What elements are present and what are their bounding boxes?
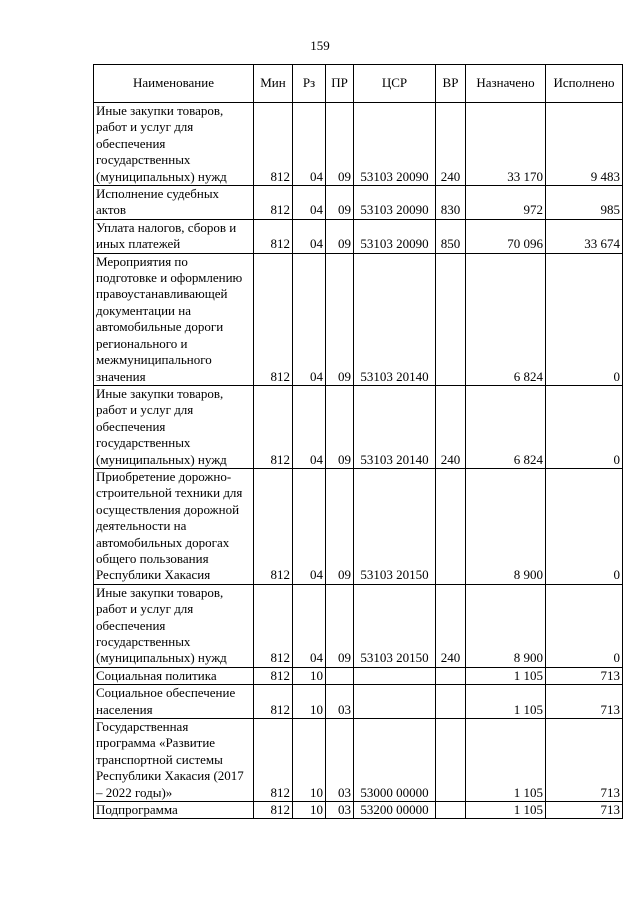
row-name: Уплата налогов, сборов и иных платежей (94, 219, 254, 253)
row-pr: 09 (326, 186, 354, 220)
row-name: Государственная программа «Развитие транспортной системы Республики Хакасия (2017 – 2022 годы)» (94, 719, 254, 802)
row-min: 812 (254, 685, 293, 719)
row-csr: 53103 20090 (354, 103, 436, 186)
row-name: Мероприятия по подготовке и оформлению правоустанавливающей документации на автомобильные дороги регионального и межмуниципального значения (94, 253, 254, 385)
row-csr: 53103 20140 (354, 253, 436, 385)
row-vr: 240 (436, 103, 466, 186)
row-min: 812 (254, 719, 293, 802)
row-executed: 33 674 (546, 219, 623, 253)
row-min: 812 (254, 667, 293, 684)
header-pr: ПР (326, 65, 354, 103)
row-csr: 53103 20140 (354, 385, 436, 468)
row-vr (436, 685, 466, 719)
row-name: Иные закупки товаров, работ и услуг для обеспечения государственных (муниципальных) нужд (94, 584, 254, 667)
budget-table (93, 64, 623, 819)
header-rz: Рз (293, 65, 326, 103)
row-rz: 10 (293, 802, 326, 819)
row-csr: 53103 20150 (354, 468, 436, 584)
row-pr: 09 (326, 584, 354, 667)
row-csr: 53200 00000 (354, 802, 436, 819)
row-name: Иные закупки товаров, работ и услуг для обеспечения государственных (муниципальных) нужд (94, 385, 254, 468)
row-executed: 713 (546, 685, 623, 719)
table-row (94, 186, 623, 220)
row-rz: 04 (293, 103, 326, 186)
row-assigned: 1 105 (466, 667, 546, 684)
row-rz: 10 (293, 719, 326, 802)
row-csr: 53103 20150 (354, 584, 436, 667)
row-assigned: 1 105 (466, 802, 546, 819)
row-rz: 04 (293, 219, 326, 253)
row-min: 812 (254, 103, 293, 186)
row-vr: 240 (436, 385, 466, 468)
row-assigned: 6 824 (466, 253, 546, 385)
table-row (94, 103, 623, 186)
row-min: 812 (254, 219, 293, 253)
row-executed: 9 483 (546, 103, 623, 186)
row-assigned: 1 105 (466, 719, 546, 802)
row-assigned: 33 170 (466, 103, 546, 186)
row-rz: 04 (293, 186, 326, 220)
row-assigned: 8 900 (466, 468, 546, 584)
row-rz: 04 (293, 584, 326, 667)
row-name: Приобретение дорожно-строительной техники для осуществления дорожной деятельности на автомобильных дорогах общего пользования Республики Хакасия (94, 468, 254, 584)
row-vr (436, 667, 466, 684)
row-min: 812 (254, 468, 293, 584)
row-name: Социальное обеспечение населения (94, 685, 254, 719)
header-min: Мин (254, 65, 293, 103)
row-pr: 03 (326, 802, 354, 819)
row-csr: 53000 00000 (354, 719, 436, 802)
header-assigned: Назначено (466, 65, 546, 103)
row-assigned: 70 096 (466, 219, 546, 253)
header-vr: ВР (436, 65, 466, 103)
page-number: 159 (310, 38, 330, 53)
row-vr (436, 719, 466, 802)
table-row (94, 219, 623, 253)
row-csr (354, 685, 436, 719)
row-pr: 09 (326, 253, 354, 385)
row-assigned: 972 (466, 186, 546, 220)
table-row (94, 667, 623, 684)
row-vr: 850 (436, 219, 466, 253)
row-assigned: 8 900 (466, 584, 546, 667)
table-row (94, 802, 623, 819)
row-pr: 09 (326, 385, 354, 468)
row-executed: 713 (546, 802, 623, 819)
row-pr: 09 (326, 468, 354, 584)
table-row (94, 685, 623, 719)
row-rz: 04 (293, 385, 326, 468)
row-min: 812 (254, 253, 293, 385)
row-executed: 0 (546, 385, 623, 468)
row-rz: 10 (293, 667, 326, 684)
row-executed: 0 (546, 468, 623, 584)
row-name: Подпрограмма (94, 802, 254, 819)
row-vr: 240 (436, 584, 466, 667)
row-pr: 03 (326, 685, 354, 719)
row-assigned: 1 105 (466, 685, 546, 719)
table-row (94, 584, 623, 667)
row-executed: 985 (546, 186, 623, 220)
row-pr: 09 (326, 103, 354, 186)
header-row (94, 65, 623, 103)
table-row (94, 468, 623, 584)
header-name: Наименование (94, 65, 254, 103)
row-executed: 713 (546, 719, 623, 802)
row-rz: 10 (293, 685, 326, 719)
row-vr (436, 802, 466, 819)
table-row (94, 719, 623, 802)
row-min: 812 (254, 584, 293, 667)
row-name: Исполнение судебных актов (94, 186, 254, 220)
row-csr: 53103 20090 (354, 186, 436, 220)
row-vr (436, 468, 466, 584)
table-row (94, 385, 623, 468)
row-name: Иные закупки товаров, работ и услуг для обеспечения государственных (муниципальных) нужд (94, 103, 254, 186)
row-min: 812 (254, 186, 293, 220)
row-rz: 04 (293, 468, 326, 584)
row-pr (326, 667, 354, 684)
header-executed: Исполнено (546, 65, 623, 103)
row-executed: 0 (546, 584, 623, 667)
row-executed: 0 (546, 253, 623, 385)
row-vr: 830 (436, 186, 466, 220)
row-pr: 03 (326, 719, 354, 802)
row-rz: 04 (293, 253, 326, 385)
row-min: 812 (254, 385, 293, 468)
row-csr: 53103 20090 (354, 219, 436, 253)
row-name: Социальная политика (94, 667, 254, 684)
table-row (94, 253, 623, 385)
header-csr: ЦСР (354, 65, 436, 103)
row-assigned: 6 824 (466, 385, 546, 468)
row-vr (436, 253, 466, 385)
row-csr (354, 667, 436, 684)
row-executed: 713 (546, 667, 623, 684)
row-pr: 09 (326, 219, 354, 253)
row-min: 812 (254, 802, 293, 819)
